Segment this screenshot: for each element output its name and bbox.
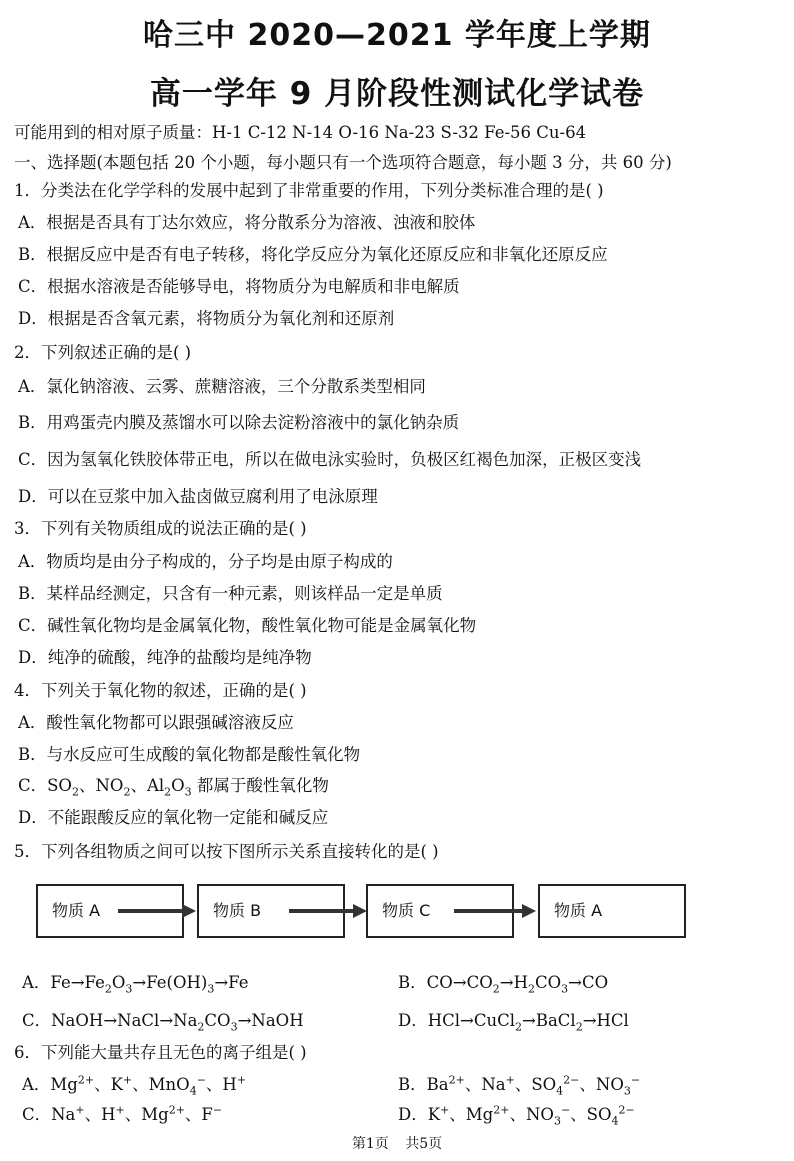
page-number: 第1页	[351, 1136, 389, 1152]
question-6-option-b: B．$Ba^{2+}$、Na+、$SO_4^{2-}$、$NO_3^-$	[398, 1073, 641, 1098]
section-heading: 一、选择题(本题包括 20 个小题，每小题只有一个选项符合题意，每小题 3 分，共 60 分)	[14, 153, 672, 172]
question-1-option-c: C．根据水溶液是否能够导电，将物质分为电解质和非电解质	[18, 277, 460, 296]
exam-title-line1: 哈三中 2020—2021 学年度上学期	[143, 18, 651, 53]
question-4-option-b: B．与水反应可生成酸的氧化物都是酸性氧化物	[18, 745, 361, 764]
question-6-stem: 6．下列能大量共存且无色的离子组是( )	[14, 1043, 307, 1062]
question-1-stem: 1．分类法在化学学科的发展中起到了非常重要的作用，下列分类标准合理的是( )	[14, 181, 604, 200]
question-5-option-a: A．$Fe\to Fe_2O_3\to Fe(OH)_3\to Fe$	[22, 973, 249, 996]
question-2-option-d: D．可以在豆浆中加入盐卤做豆腐利用了电泳原理	[18, 487, 378, 506]
diagram-box-substance-c: 物质 C	[366, 884, 514, 938]
question-5-option-d: D．HCl→CuCl$_2$→BaCl$_2$→HCl	[398, 1011, 629, 1034]
page-footer	[0, 1133, 794, 1153]
exam-title-line2: 高一学年 9 月阶段性测试化学试卷	[149, 76, 645, 112]
atomic-masses-line: 可能用到的相对原子质量：H-1 C-12 N-14 O-16 Na-23 S-32 Fe-56 Cu-64	[14, 123, 587, 142]
question-3-stem: 3．下列有关物质组成的说法正确的是( )	[14, 519, 307, 538]
question-2-option-b: B．用鸡蛋壳内膜及蒸馏水可以除去淀粉溶液中的氯化钠杂质	[18, 413, 460, 432]
question-4-option-c: C．$SO_2$、$NO_2$、$Al_2O_3$ 都属于酸性氧化物	[18, 776, 329, 799]
question-6-option-a: A．$Mg^{2+}$、K+、MnO$_4$−、H+	[22, 1073, 247, 1098]
question-4-option-a: A．酸性氧化物都可以跟强碱溶液反应	[18, 713, 294, 732]
question-6-option-c: C．Na+、H+、$Mg^{2+}$、F−	[22, 1103, 223, 1124]
question-4-option-d: D．不能跟酸反应的氧化物一定能和碱反应	[18, 808, 329, 827]
question-3-option-b: B．某样品经测定，只含有一种元素，则该样品一定是单质	[18, 584, 443, 603]
question-2-option-a: A．氯化钠溶液、云雾、蔗糖溶液，三个分散系类型相同	[18, 377, 426, 396]
diagram-box-substance-a-return: 物质 A	[538, 884, 686, 938]
page-total: 共5页	[405, 1136, 443, 1152]
diagram-arrow-3	[452, 900, 538, 922]
question-3-option-a: A．物质均是由分子构成的，分子均是由原子构成的	[18, 552, 393, 571]
question-4-stem: 4．下列关于氧化物的叙述，正确的是( )	[14, 681, 307, 700]
question-5-option-c: C．$NaOH\to NaCl\to Na_2CO_3\to NaOH$	[22, 1011, 304, 1034]
question-5-option-b: B．$CO\to CO_2\to H_2CO_3\to CO$	[398, 973, 609, 996]
question-3-option-c: C．碱性氧化物均是金属氧化物，酸性氧化物可能是金属氧化物	[18, 616, 477, 635]
diagram-arrow-1	[116, 900, 198, 922]
question-1-option-d: D．根据是否含氧元素，将物质分为氧化剂和还原剂	[18, 309, 395, 328]
question-1-option-a: A．根据是否具有丁达尔效应，将分散系分为溶液、浊液和胶体	[18, 213, 476, 232]
question-3-option-d: D．纯净的硫酸，纯净的盐酸均是纯净物	[18, 648, 312, 667]
question-1-option-b: B．根据反应中是否有电子转移，将化学反应分为氧化还原反应和非氧化还原反应	[18, 245, 608, 264]
question-2-option-c: C．因为氢氧化铁胶体带正电，所以在做电泳实验时，负极区红褐色加深，正极区变浅	[18, 450, 642, 469]
question-2-stem: 2．下列叙述正确的是( )	[14, 343, 192, 362]
question-6-option-d: D．K+、$Mg^{2+}$、$NO_3^-$、$SO_4^{2-}$	[398, 1103, 635, 1128]
diagram-arrow-2	[287, 900, 369, 922]
diagram-box-substance-b: 物质 B	[197, 884, 345, 938]
diagram-box-substance-a: 物质 A	[36, 884, 184, 938]
question-5-stem: 5．下列各组物质之间可以按下图所示关系直接转化的是( )	[14, 842, 439, 861]
